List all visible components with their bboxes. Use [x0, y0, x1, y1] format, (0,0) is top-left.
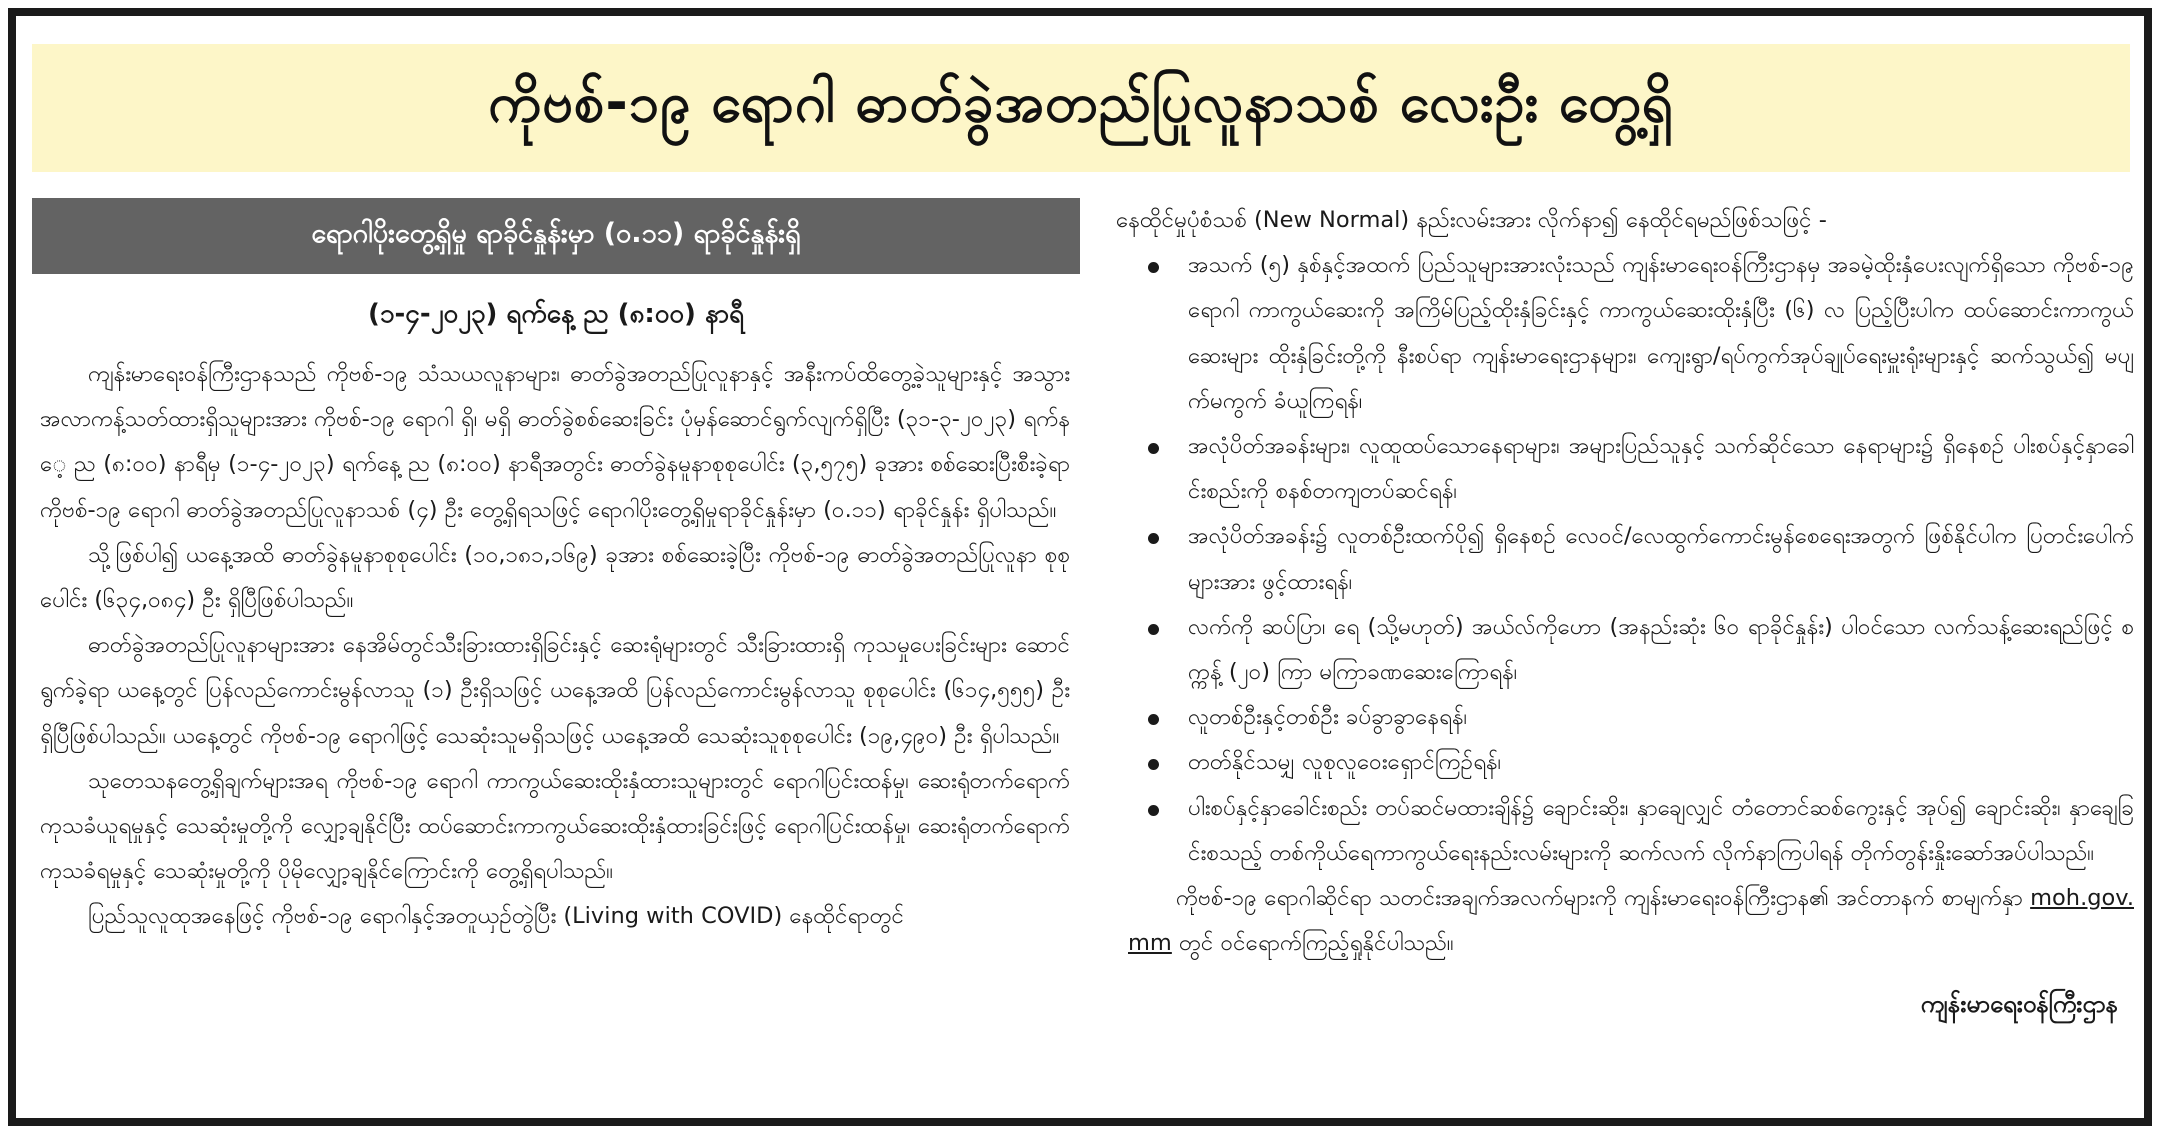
right-column [1104, 198, 2142, 1024]
list-item [1104, 514, 2142, 604]
list-item [1104, 605, 2142, 695]
list-item [1104, 740, 2142, 785]
list-item [1104, 786, 2142, 876]
paragraph-living-with-covid: ပြည်သူလူထုအနေဖြင့် ကိုဗစ်-၁၉ ရောဂါနှင့်အတူယှဉ်တွဲပြီး (Living with COVID) နေထိုင်ရာတွင် [88, 903, 905, 930]
paragraph-research: သုတေသနတွေ့ရှိချက်များအရ ကိုဗစ်-၁၉ ရောဂါ ကာကွယ်ဆေးထိုးနှံထားသူများတွင် ရောဂါပြင်းထန်မှု၊ ဆေးရုံတက်ရောက်ကုသခံယူရမှုနှင့် သေဆုံးမှုတို့ကို လျှော့ချနိုင်ပြီး ထပ်ဆောင်းကာကွယ်ဆေးထိုးနှံထားခြင်းဖြင့် ရောဂါပြင်းထန်မှု၊ ဆေးရုံတက်ရောက်ကုသခံရမှုနှင့် သေဆုံးမှုတို့ကို ပိုမိုလျှော့ချနိုင်ကြောင်းကို တွေ့ရှိရပါသည်။ [40, 767, 1070, 885]
list-item [1104, 243, 2142, 424]
bullet-icon [1148, 443, 1159, 454]
ministry-signature: ကျန်းမာရေးဝန်ကြီးဌာန [1920, 990, 2118, 1019]
title-banner [32, 44, 2130, 172]
closing-text-before: ကိုဗစ်-၁၉ ရောဂါဆိုင်ရာ သတင်းအချက်အလက်များကို ကျန်းမာရေးဝန်ကြီးဌာန၏ အင်တာနက် စာမျက်နှာ [1176, 885, 2031, 912]
list-item-text: အလုံပိတ်အခန်းများ၊ လူထူထပ်သောနေရာများ၊ အများပြည်သူနှင့် သက်ဆိုင်သော နေရာများ၌ ရှိနေစဉ် ပါးစပ်နှင့်နှာခေါင်းစည်းကို စနစ်တကျတပ်ဆင်ရန်၊ [1188, 433, 2134, 505]
website-link[interactable]: moh.gov.mm [1128, 885, 2134, 957]
list-item-text: အသက် (၅) နှစ်နှင့်အထက် ပြည်သူများအားလုံးသည် ကျန်းမာရေးဝန်ကြီးဌာနမှ အခမဲ့ထိုးနှံပေးလျက်ရှိသော ကိုဗစ်-၁၉ ရောဂါ ကာကွယ်ဆေးကို အကြိမ်ပြည့်ထိုးနှံခြင်းနှင့် ကာကွယ်ဆေးထိုးနှံပြီး (၆) လ ပြည့်ပြီးပါက ထပ်ဆောင်းကာကွယ်ဆေးများ ထိုးနှံခြင်းတို့ကို နီးစပ်ရာ ကျန်းမာရေးဌာနများ၊ ကျေးရွာ/ရပ်ကွက်အုပ်ချုပ်ရေးမှူးရုံးများနှင့် ဆက်သွယ်၍ မပျက်မကွက် ခံယူကြရန်၊ [1188, 252, 2134, 414]
list-item-text: လက်ကို ဆပ်ပြာ၊ ရေ (သို့မဟုတ်) အယ်လ်ကိုဟော (အနည်းဆုံး ၆၀ ရာခိုင်နှုန်း) ပါဝင်သော လက်သန့်ဆေးရည်ဖြင့် စက္ကန့် (၂၀) ကြာ မကြာခဏဆေးကြောရန်၊ [1188, 613, 2134, 686]
announcement-frame [8, 8, 2152, 1126]
paragraph-recovery: ဓာတ်ခွဲအတည်ပြုလူနာများအား နေအိမ်တွင်သီးခြားထားရှိခြင်းနှင့် ဆေးရုံများတွင် သီးခြားထားရှိ ကုသမှုပေးခြင်းများ ဆောင်ရွက်ခဲ့ရာ ယနေ့တွင် ပြန်လည်ကောင်းမွန်လာသူ (၁) ဦးရှိသဖြင့် ယနေ့အထိ ပြန်လည်ကောင်းမွန်လာသူ စုစုပေါင်း (၆၁၄,၅၅၅) ဦး ရှိပြီဖြစ်ပါသည်။ ယနေ့တွင် ကိုဗစ်-၁၉ ရောဂါဖြင့် သေဆုံးသူမရှိသဖြင့် ယနေ့အထိ သေဆုံးသူစုစုပေါင်း (၁၉,၄၉၀) ဦး ရှိပါသည်။ [40, 632, 1070, 749]
bullet-icon [1148, 805, 1159, 816]
list-item-text: လူတစ်ဦးနှင့်တစ်ဦး ခပ်ခွာခွာနေရန်၊ [1188, 704, 1468, 731]
bullet-icon [1148, 533, 1159, 544]
positivity-rate-banner: ရောဂါပိုးတွေ့ရှိမှု ရာခိုင်နှုန်းမှာ (၀.၁၁) ရာခိုင်နှုန်းရှိ [32, 198, 1080, 274]
bullet-icon [1148, 759, 1159, 770]
report-dateline: (၁-၄-၂၀၂၃) ရက်နေ့ ည (၈:၀၀) နာရီ [367, 299, 745, 329]
page-title: ကိုဗစ်-၁၉ ရောဂါ ဓာတ်ခွဲအတည်ပြုလူနာသစ် လေးဦး တွေ့ရှိ [488, 70, 1674, 134]
list-item-text: ပါးစပ်နှင့်နှာခေါင်းစည်း တပ်ဆင်မထားချိန်၌ ချောင်းဆိုး၊ နှာချေလျှင် တံတောင်ဆစ်ကွေးနှင့် အုပ်၍ ချောင်းဆိုး၊ နှာချေခြင်းစသည့် တစ်ကိုယ်ရေကာကွယ်ရေးနည်းလမ်းများကို ဆက်လက် လိုက်နာကြပါရန် တိုက်တွန်းနှိုးဆော်အပ်ပါသည်။ [1188, 794, 2134, 866]
closing-paragraph [1104, 876, 2142, 966]
left-column [32, 198, 1080, 940]
closing-text-after: တွင် ဝင်ရောက်ကြည့်ရှုနိုင်ပါသည်။ [1171, 930, 1454, 957]
left-body [32, 352, 1080, 940]
new-normal-intro: နေထိုင်မှုပုံစံသစ် (New Normal) နည်းလမ်းအား လိုက်နာ၍ နေထိုင်ရမည်ဖြစ်သဖြင့် - [1116, 207, 1827, 233]
guidance-list [1104, 243, 2142, 876]
bullet-icon [1148, 624, 1159, 635]
list-item-text: အလုံပိတ်အခန်း၌ လူတစ်ဦးထက်ပို၍ ရှိနေစဉ် လေဝင်/လေထွက်ကောင်းမွန်စေရေးအတွက် ဖြစ်နိုင်ပါက ပြတင်းပေါက်များအား ဖွင့်ထားရန်၊ [1188, 523, 2134, 595]
paragraph-testing: ကျန်းမာရေးဝန်ကြီးဌာနသည် ကိုဗစ်-၁၉ သံသယလူနာများ၊ ဓာတ်ခွဲအတည်ပြုလူနာနှင့် အနီးကပ်ထိတွေ့ခဲ့သူများနှင့် အသွားအလာကန့်သတ်ထားရှိသူများအား ကိုဗစ်-၁၉ ရောဂါ ရှိ၊ မရှိ ဓာတ်ခွဲစစ်ဆေးခြင်း ပုံမှန်ဆောင်ရွက်လျက်ရှိပြီး (၃၁-၃-၂၀၂၃) ရက်နေ့ ည (၈:၀၀) နာရီမှ (၁-၄-၂၀၂၃) ရက်နေ့ ည (၈:၀၀) နာရီအတွင်း ဓာတ်ခွဲနမူနာစုစုပေါင်း (၃,၅၇၅) ခုအား စစ်ဆေးပြီးစီးခဲ့ရာ ကိုဗစ်-၁၉ ရောဂါ ဓာတ်ခွဲအတည်ပြုလူနာသစ် (၄) ဦး တွေ့ရှိရသဖြင့် ရောဂါပိုးတွေ့ရှိမှုရာခိုင်နှုန်းမှာ (၀.၁၁) ရာခိုင်နှုန်း ရှိပါသည်။ [40, 361, 1070, 523]
bullet-icon [1148, 262, 1159, 273]
list-item [1104, 424, 2142, 514]
list-item-text: တတ်နိုင်သမျှ လူစုလူဝေးရှောင်ကြဉ်ရန်၊ [1188, 749, 1502, 776]
bullet-icon [1148, 714, 1159, 725]
list-item [1104, 695, 2142, 740]
paragraph-totals: သို့ဖြစ်ပါ၍ ယနေ့အထိ ဓာတ်ခွဲနမူနာစုစုပေါင်း (၁၀,၁၈၁,၁၆၉) ခုအား စစ်ဆေးခဲ့ပြီး ကိုဗစ်-၁၉ ဓာတ်ခွဲအတည်ပြုလူနာ စုစုပေါင်း (၆၃၄,၀၈၄) ဦး ရှိပြီဖြစ်ပါသည်။ [40, 541, 1070, 614]
